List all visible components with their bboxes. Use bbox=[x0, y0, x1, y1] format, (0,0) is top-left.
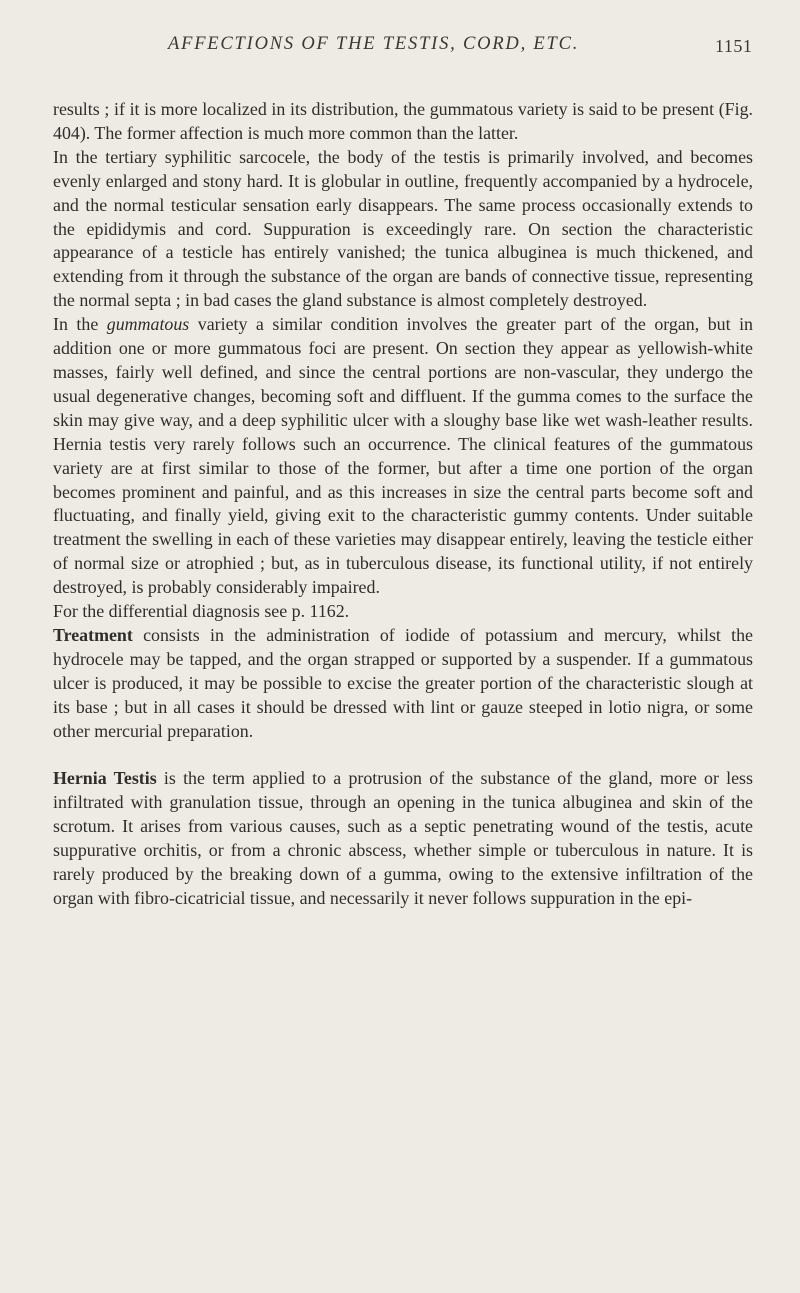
paragraph-diagnosis-reference: For the differential diagnosis see p. 1162. bbox=[53, 601, 350, 622]
paragraph-treatment bbox=[53, 624, 753, 744]
heading-treatment: Treatment bbox=[53, 624, 133, 645]
page-number: 1151 bbox=[715, 36, 753, 56]
paragraph-continuation: results ; if it is more localized in its distribution, the gummatous variety is said to be present (Fig. 404). The former affection is much more common than the latter. bbox=[53, 99, 753, 143]
paragraph-rest: variety a similar condition involves the greater part of the organ, but in addition one or more gummatous foci are present. On section they appear as yellowish-white masses, fairly well defined, and since the central portions are non-vascular, they undergo the usual degenerative changes, becoming soft and diffluent. If the gumma comes to the surface the skin may give way, and a deep syphilitic ulcer with a sloughy base like wet wash-leather results. Hernia testis very rarely follows such an occurrence. The clinical features of the gummatous variety are at first similar to those of the former, but after a time one portion of the organ becomes prominent and painful, and as this increases in size the central parts become soft and fluctuating, and finally yield, giving exit to the characteristic gummy contents. Under suitable treatment the swelling in each of these varieties may disappear entirely, leaving the testicle either of normal size or atrophied ; but, as in tuberculous disease, its functional utility, if not entirely destroyed, is probably considerably impaired. bbox=[53, 314, 753, 598]
paragraph-lead: In the bbox=[53, 314, 107, 335]
paragraph-rest: is the term applied to a protrusion of the substance of the gland, more or less infiltrated with granulation tissue, through an opening in the tunica albuginea and skin of the scrotum. It arises from various causes, such as a septic penetrating wound of the testis, acute suppurative orchitis, or from a chronic abscess, whether simple or tuberculous in nature. It is rarely produced by the breaking down of a gumma, owing to the extensive infiltration of the organ with fibro-cicatricial tissue, and necessarily it never follows suppuration in the epi- bbox=[53, 768, 753, 908]
paragraph-hernia-testis bbox=[53, 767, 753, 910]
paragraph-rest: consists in the administration of iodide of potassium and mercury, whilst the hydrocele may be tapped, and the organ strapped or supported by a suspender. If a gummatous ulcer is produced, it may be possible to excise the greater portion of the characteristic slough at its base ; but in all cases it should be dressed with lint or gauze steeped in lotio nigra, or some other mercurial preparation. bbox=[53, 624, 753, 741]
heading-hernia-testis: Hernia Testis bbox=[53, 768, 157, 789]
paragraph-tertiary-sarcocele: In the tertiary syphilitic sarcocele, the body of the testis is primarily involved, and becomes evenly enlarged and stony hard. It is globular in outline, frequently accompanied by a hydrocele, and the normal testicular sensation early disappears. The same process occasionally extends to the epididymis and cord. Suppuration is exceedingly rare. On section the characteristic appearance of a testicle has entirely vanished; the tunica albuginea is much thickened, and extending from it through the substance of the organ are bands of connective tissue, representing the normal septa ; in bad cases the gland substance is almost completely destroyed. bbox=[53, 146, 753, 311]
running-title: AFFECTIONS OF THE TESTIS, CORD, ETC. bbox=[168, 34, 580, 54]
body-text bbox=[53, 98, 753, 911]
paragraph-gummatous-variety bbox=[53, 313, 753, 600]
italic-term: gummatous bbox=[106, 314, 190, 335]
